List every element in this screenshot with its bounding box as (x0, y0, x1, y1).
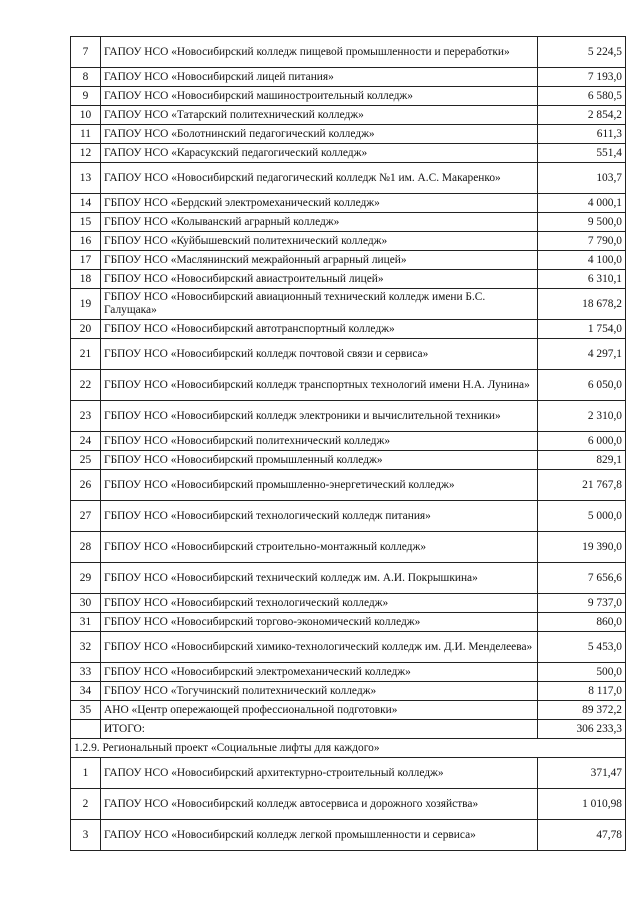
row-number: 16 (71, 232, 101, 251)
table-row (71, 194, 626, 213)
table-row (71, 563, 626, 594)
institution-name: ГБПОУ НСО «Новосибирский торгово-экономический колледж» (101, 613, 538, 632)
row-number: 15 (71, 213, 101, 232)
funding-amount: 4 297,1 (538, 339, 626, 370)
row-number: 19 (71, 289, 101, 320)
institution-name: ГАПОУ НСО «Новосибирский лицей питания» (101, 68, 538, 87)
funding-amount: 5 224,5 (538, 37, 626, 68)
row-number: 13 (71, 163, 101, 194)
institution-name: ГАПОУ НСО «Новосибирский колледж легкой промышленности и сервиса» (101, 820, 538, 851)
table-row (71, 68, 626, 87)
row-number: 8 (71, 68, 101, 87)
row-number: 3 (71, 820, 101, 851)
funding-amount: 89 372,2 (538, 701, 626, 720)
row-number: 22 (71, 370, 101, 401)
table-row (71, 232, 626, 251)
institution-name: ГБПОУ НСО «Новосибирский технологический колледж питания» (101, 501, 538, 532)
row-number: 24 (71, 432, 101, 451)
funding-amount: 9 737,0 (538, 594, 626, 613)
row-number: 2 (71, 789, 101, 820)
table-row (71, 401, 626, 432)
funding-amount: 371,47 (538, 758, 626, 789)
table-row (71, 701, 626, 720)
table-row (71, 789, 626, 820)
institution-name: ГБПОУ НСО «Новосибирский колледж электроники и вычислительной техники» (101, 401, 538, 432)
institution-name: ГБПОУ НСО «Бердский электромеханический колледж» (101, 194, 538, 213)
institution-name: ГБПОУ НСО «Новосибирский промышленный колледж» (101, 451, 538, 470)
funding-amount: 6 310,1 (538, 270, 626, 289)
institution-name: ГАПОУ НСО «Татарский политехнический колледж» (101, 106, 538, 125)
institution-name: ГБПОУ НСО «Новосибирский промышленно-энергетический колледж» (101, 470, 538, 501)
row-number: 11 (71, 125, 101, 144)
table-row (71, 532, 626, 563)
funding-amount: 1 010,98 (538, 789, 626, 820)
table-row (71, 163, 626, 194)
funding-amount: 4 100,0 (538, 251, 626, 270)
funding-amount: 9 500,0 (538, 213, 626, 232)
table-row (71, 682, 626, 701)
total-num-cell (71, 720, 101, 739)
table-row (71, 270, 626, 289)
funding-table-body-section (71, 758, 626, 851)
row-number: 30 (71, 594, 101, 613)
table-row (71, 339, 626, 370)
funding-table (70, 36, 626, 851)
funding-amount: 4 000,1 (538, 194, 626, 213)
funding-amount: 19 390,0 (538, 532, 626, 563)
table-row (71, 106, 626, 125)
table-row (71, 613, 626, 632)
row-number: 35 (71, 701, 101, 720)
total-value: 306 233,3 (538, 720, 626, 739)
table-row (71, 37, 626, 68)
row-number: 9 (71, 87, 101, 106)
funding-amount: 6 580,5 (538, 87, 626, 106)
row-number: 33 (71, 663, 101, 682)
institution-name: ГБПОУ НСО «Новосибирский технологический колледж» (101, 594, 538, 613)
row-number: 7 (71, 37, 101, 68)
funding-amount: 7 656,6 (538, 563, 626, 594)
table-row (71, 632, 626, 663)
institution-name: ГБПОУ НСО «Новосибирский строительно-монтажный колледж» (101, 532, 538, 563)
funding-amount: 829,1 (538, 451, 626, 470)
institution-name: ГАПОУ НСО «Новосибирский колледж автосервиса и дорожного хозяйства» (101, 789, 538, 820)
section-title: 1.2.9. Региональный проект «Социальные лифты для каждого» (71, 739, 626, 758)
row-number: 26 (71, 470, 101, 501)
funding-amount: 551,4 (538, 144, 626, 163)
funding-amount: 1 754,0 (538, 320, 626, 339)
institution-name: ГАПОУ НСО «Карасукский педагогический колледж» (101, 144, 538, 163)
table-row (71, 125, 626, 144)
funding-amount: 2 854,2 (538, 106, 626, 125)
institution-name: ГАПОУ НСО «Новосибирский машиностроительный колледж» (101, 87, 538, 106)
institution-name: ГБПОУ НСО «Новосибирский политехнический колледж» (101, 432, 538, 451)
institution-name: ГБПОУ НСО «Новосибирский технический колледж им. А.И. Покрышкина» (101, 563, 538, 594)
institution-name: ГАПОУ НСО «Новосибирский архитектурно-строительный колледж» (101, 758, 538, 789)
table-row (71, 451, 626, 470)
table-row (71, 320, 626, 339)
row-number: 10 (71, 106, 101, 125)
row-number: 27 (71, 501, 101, 532)
institution-name: ГБПОУ НСО «Новосибирский автотранспортный колледж» (101, 320, 538, 339)
funding-amount: 18 678,2 (538, 289, 626, 320)
funding-amount: 500,0 (538, 663, 626, 682)
funding-amount: 6 050,0 (538, 370, 626, 401)
funding-amount: 5 453,0 (538, 632, 626, 663)
row-number: 31 (71, 613, 101, 632)
table-row (71, 820, 626, 851)
funding-table-total (71, 720, 626, 758)
institution-name: ГАПОУ НСО «Новосибирский колледж пищевой промышленности и переработки» (101, 37, 538, 68)
institution-name: ГБПОУ НСО «Маслянинский межрайонный аграрный лицей» (101, 251, 538, 270)
institution-name: ГБПОУ НСО «Новосибирский колледж транспортных технологий имени Н.А. Лунина» (101, 370, 538, 401)
table-row (71, 470, 626, 501)
funding-amount: 5 000,0 (538, 501, 626, 532)
row-number: 29 (71, 563, 101, 594)
institution-name: ГБПОУ НСО «Новосибирский электромеханический колледж» (101, 663, 538, 682)
funding-amount: 7 193,0 (538, 68, 626, 87)
institution-name: ГБПОУ НСО «Новосибирский авиастроительный лицей» (101, 270, 538, 289)
institution-name: ГБПОУ НСО «Тогучинский политехнический колледж» (101, 682, 538, 701)
institution-name: ГБПОУ НСО «Новосибирский химико-технологический колледж им. Д.И. Менделеева» (101, 632, 538, 663)
table-row (71, 432, 626, 451)
row-number: 34 (71, 682, 101, 701)
funding-amount: 7 790,0 (538, 232, 626, 251)
table-row (71, 594, 626, 613)
institution-name: ГБПОУ НСО «Новосибирский авиационный технический колледж имени Б.С. Галущака» (101, 289, 538, 320)
institution-name: ГАПОУ НСО «Новосибирский педагогический колледж №1 им. А.С. Макаренко» (101, 163, 538, 194)
table-row (71, 289, 626, 320)
row-number: 18 (71, 270, 101, 289)
row-number: 17 (71, 251, 101, 270)
table-row (71, 251, 626, 270)
row-number: 20 (71, 320, 101, 339)
table-row (71, 758, 626, 789)
row-number: 1 (71, 758, 101, 789)
table-row (71, 87, 626, 106)
row-number: 25 (71, 451, 101, 470)
row-number: 32 (71, 632, 101, 663)
funding-amount: 103,7 (538, 163, 626, 194)
table-row (71, 501, 626, 532)
funding-amount: 47,78 (538, 820, 626, 851)
institution-name: ГБПОУ НСО «Новосибирский колледж почтовой связи и сервиса» (101, 339, 538, 370)
row-number: 12 (71, 144, 101, 163)
institution-name: ГБПОУ НСО «Колыванский аграрный колледж» (101, 213, 538, 232)
funding-table-body-main (71, 37, 626, 720)
table-row (71, 370, 626, 401)
row-number: 23 (71, 401, 101, 432)
funding-amount: 860,0 (538, 613, 626, 632)
row-number: 14 (71, 194, 101, 213)
funding-amount: 611,3 (538, 125, 626, 144)
funding-amount: 6 000,0 (538, 432, 626, 451)
institution-name: ГАПОУ НСО «Болотнинский педагогический колледж» (101, 125, 538, 144)
funding-amount: 2 310,0 (538, 401, 626, 432)
row-number: 21 (71, 339, 101, 370)
total-row (71, 720, 626, 739)
institution-name: АНО «Центр опережающей профессиональной подготовки» (101, 701, 538, 720)
funding-amount: 8 117,0 (538, 682, 626, 701)
table-row (71, 213, 626, 232)
institution-name: ГБПОУ НСО «Куйбышевский политехнический колледж» (101, 232, 538, 251)
table-row (71, 144, 626, 163)
table-row (71, 663, 626, 682)
total-label: ИТОГО: (101, 720, 538, 739)
funding-amount: 21 767,8 (538, 470, 626, 501)
section-row (71, 739, 626, 758)
row-number: 28 (71, 532, 101, 563)
